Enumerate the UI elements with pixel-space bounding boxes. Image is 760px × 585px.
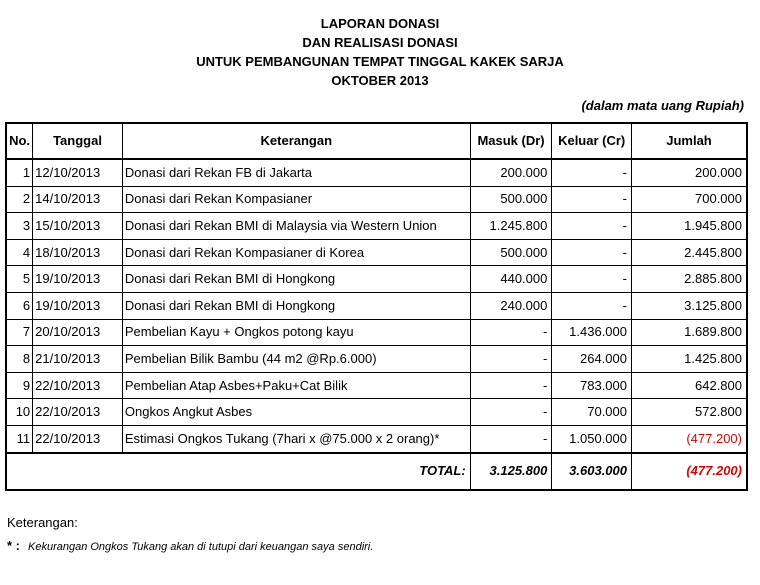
cell-description: Ongkos Angkut Asbes <box>122 399 470 426</box>
cell-balance: 1.689.800 <box>632 319 748 346</box>
cell-balance: 200.000 <box>632 159 748 186</box>
cell-description: Estimasi Ongkos Tukang (7hari x @75.000 x 2 orang)* <box>122 425 470 452</box>
cell-in: - <box>470 346 552 373</box>
total-out: 3.603.000 <box>552 453 632 490</box>
cell-balance: 1.945.800 <box>632 213 748 240</box>
cell-in: 500.000 <box>470 239 552 266</box>
cell-balance: 1.425.800 <box>632 346 748 373</box>
footnote <box>7 538 373 553</box>
cell-out: 1.050.000 <box>552 425 632 452</box>
cell-date: 22/10/2013 <box>33 399 123 426</box>
table-row <box>6 186 747 213</box>
cell-description: Donasi dari Rekan BMI di Hongkong <box>122 266 470 293</box>
cell-date: 19/10/2013 <box>33 292 123 319</box>
cell-date: 18/10/2013 <box>33 239 123 266</box>
cell-description: Pembelian Bilik Bambu (44 m2 @Rp.6.000) <box>122 346 470 373</box>
cell-no: 8 <box>6 346 33 373</box>
table-row <box>6 239 747 266</box>
cell-in: - <box>470 372 552 399</box>
cell-no: 7 <box>6 319 33 346</box>
table-row <box>6 425 747 452</box>
cell-description: Donasi dari Rekan Kompasianer di Korea <box>122 239 470 266</box>
table-body <box>6 159 747 453</box>
total-row <box>6 453 747 490</box>
cell-balance: 572.800 <box>632 399 748 426</box>
report-title: LAPORAN DONASI <box>320 16 440 31</box>
cell-no: 3 <box>6 213 33 240</box>
cell-in: 1.245.800 <box>470 213 552 240</box>
cell-no: 5 <box>6 266 33 293</box>
cell-out: - <box>552 186 632 213</box>
report-period: OKTOBER 2013 <box>331 73 429 88</box>
column-header-in: Masuk (Dr) <box>470 123 552 159</box>
cell-balance: 700.000 <box>632 186 748 213</box>
report-subtitle: DAN REALISASI DONASI <box>302 35 458 50</box>
cell-out: - <box>552 213 632 240</box>
cell-out: 783.000 <box>552 372 632 399</box>
donation-table <box>5 122 748 491</box>
cell-no: 1 <box>6 159 33 186</box>
cell-in: 440.000 <box>470 266 552 293</box>
cell-in: 200.000 <box>470 159 552 186</box>
footnote-text: Kekurangan Ongkos Tukang akan di tutupi dari keuangan saya sendiri. <box>28 541 374 553</box>
cell-out: 70.000 <box>552 399 632 426</box>
table-row <box>6 346 747 373</box>
cell-date: 14/10/2013 <box>33 186 123 213</box>
cell-date: 19/10/2013 <box>33 266 123 293</box>
total-balance: (477.200) <box>632 453 748 490</box>
cell-no: 6 <box>6 292 33 319</box>
cell-description: Pembelian Kayu + Ongkos potong kayu <box>122 319 470 346</box>
cell-out: - <box>552 159 632 186</box>
table-row <box>6 372 747 399</box>
table-header-row <box>6 123 747 159</box>
cell-balance: (477.200) <box>632 425 748 452</box>
cell-no: 4 <box>6 239 33 266</box>
cell-date: 21/10/2013 <box>33 346 123 373</box>
table-row <box>6 292 747 319</box>
column-header-description: Keterangan <box>122 123 470 159</box>
cell-description: Pembelian Atap Asbes+Paku+Cat Bilik <box>122 372 470 399</box>
column-header-out: Keluar (Cr) <box>552 123 632 159</box>
table-row <box>6 399 747 426</box>
cell-date: 12/10/2013 <box>33 159 123 186</box>
cell-in: 500.000 <box>470 186 552 213</box>
cell-balance: 2.445.800 <box>632 239 748 266</box>
footnote-marker: * : <box>7 538 20 553</box>
cell-balance: 2.885.800 <box>632 266 748 293</box>
notes-heading: Keterangan: <box>7 515 78 530</box>
cell-balance: 3.125.800 <box>632 292 748 319</box>
table-row <box>6 319 747 346</box>
cell-date: 22/10/2013 <box>33 425 123 452</box>
cell-out: - <box>552 239 632 266</box>
column-header-balance: Jumlah <box>632 123 748 159</box>
cell-no: 10 <box>6 399 33 426</box>
cell-in: - <box>470 425 552 452</box>
report-purpose: UNTUK PEMBANGUNAN TEMPAT TINGGAL KAKEK SARJA <box>196 54 564 69</box>
table-row <box>6 159 747 186</box>
cell-out: - <box>552 292 632 319</box>
cell-no: 9 <box>6 372 33 399</box>
cell-in: - <box>470 319 552 346</box>
cell-date: 20/10/2013 <box>33 319 123 346</box>
table-row <box>6 213 747 240</box>
cell-no: 11 <box>6 425 33 452</box>
cell-out: 264.000 <box>552 346 632 373</box>
report-title-block <box>0 14 760 90</box>
currency-note: (dalam mata uang Rupiah) <box>581 98 744 113</box>
cell-out: - <box>552 266 632 293</box>
cell-no: 2 <box>6 186 33 213</box>
column-header-no: No. <box>6 123 33 159</box>
total-in: 3.125.800 <box>470 453 552 490</box>
cell-balance: 642.800 <box>632 372 748 399</box>
cell-out: 1.436.000 <box>552 319 632 346</box>
cell-date: 15/10/2013 <box>33 213 123 240</box>
cell-description: Donasi dari Rekan BMI di Malaysia via Western Union <box>122 213 470 240</box>
cell-in: 240.000 <box>470 292 552 319</box>
cell-description: Donasi dari Rekan BMI di Hongkong <box>122 292 470 319</box>
cell-description: Donasi dari Rekan Kompasianer <box>122 186 470 213</box>
total-label: TOTAL: <box>6 453 470 490</box>
cell-date: 22/10/2013 <box>33 372 123 399</box>
cell-description: Donasi dari Rekan FB di Jakarta <box>122 159 470 186</box>
cell-in: - <box>470 399 552 426</box>
column-header-date: Tanggal <box>33 123 123 159</box>
table-row <box>6 266 747 293</box>
